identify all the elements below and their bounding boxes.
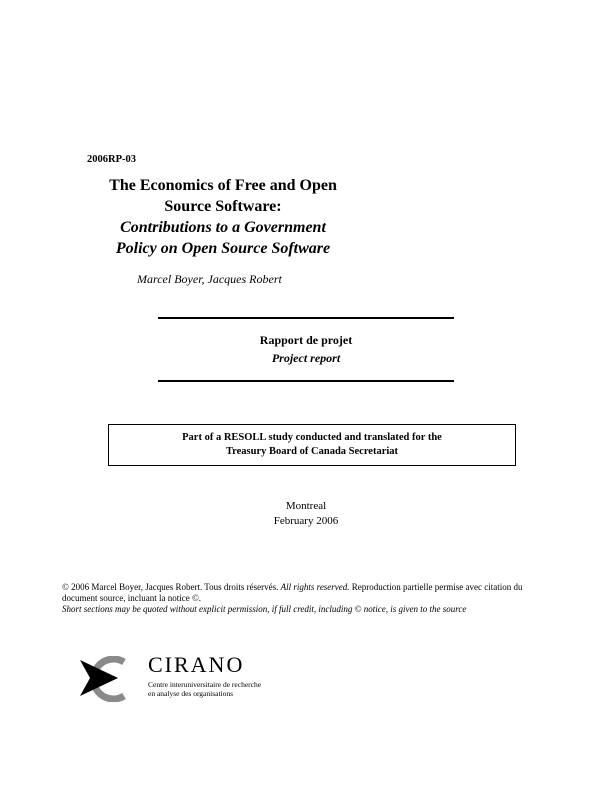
place: Montreal	[285, 500, 327, 512]
subtitle-line-2: Policy on Open Source Software	[115, 240, 331, 257]
study-note-box	[108, 424, 516, 466]
publisher-tagline-line-1: Centre interuniversitaire de recherche	[148, 680, 262, 689]
title-line-2: Source Software:	[164, 198, 282, 215]
place-date	[158, 499, 454, 529]
date: February 2006	[273, 515, 339, 527]
copyright-part-1: © 2006 Marcel Boyer, Jacques Robert. Tous droits réservés.	[62, 582, 279, 592]
copyright-notice	[62, 582, 532, 615]
report-code: 2006RP-03	[87, 154, 136, 165]
publisher-tagline-line-2: en analyse des organisations	[148, 689, 234, 698]
title-line-1: The Economics of Free and Open	[109, 177, 337, 194]
study-note-line-2: Treasury Board of Canada Secretariat	[225, 446, 399, 457]
subtitle-line-1: Contributions to a Government	[120, 219, 326, 236]
divider-top	[158, 317, 454, 319]
copyright-part-3: Reproduction partielle permise avec citation du document source, incluant la notice ©.	[62, 582, 523, 603]
publisher-name: CIRANO	[148, 652, 245, 677]
title-block	[80, 175, 366, 259]
publisher-tagline	[148, 680, 308, 698]
study-note-line-1: Part of a RESOLL study conducted and translated for the	[182, 432, 442, 443]
authors: Marcel Boyer, Jacques Robert	[137, 272, 282, 286]
report-type-french: Rapport de projet	[259, 333, 353, 347]
copyright-part-2: All rights reserved.	[280, 582, 350, 592]
cirano-logo-icon	[78, 656, 144, 702]
report-type-english: Project report	[271, 351, 341, 365]
copyright-part-4: Short sections may be quoted without explicit permission, if full credit, including © notice, is given to the source	[62, 604, 467, 614]
divider-bottom	[158, 380, 454, 382]
